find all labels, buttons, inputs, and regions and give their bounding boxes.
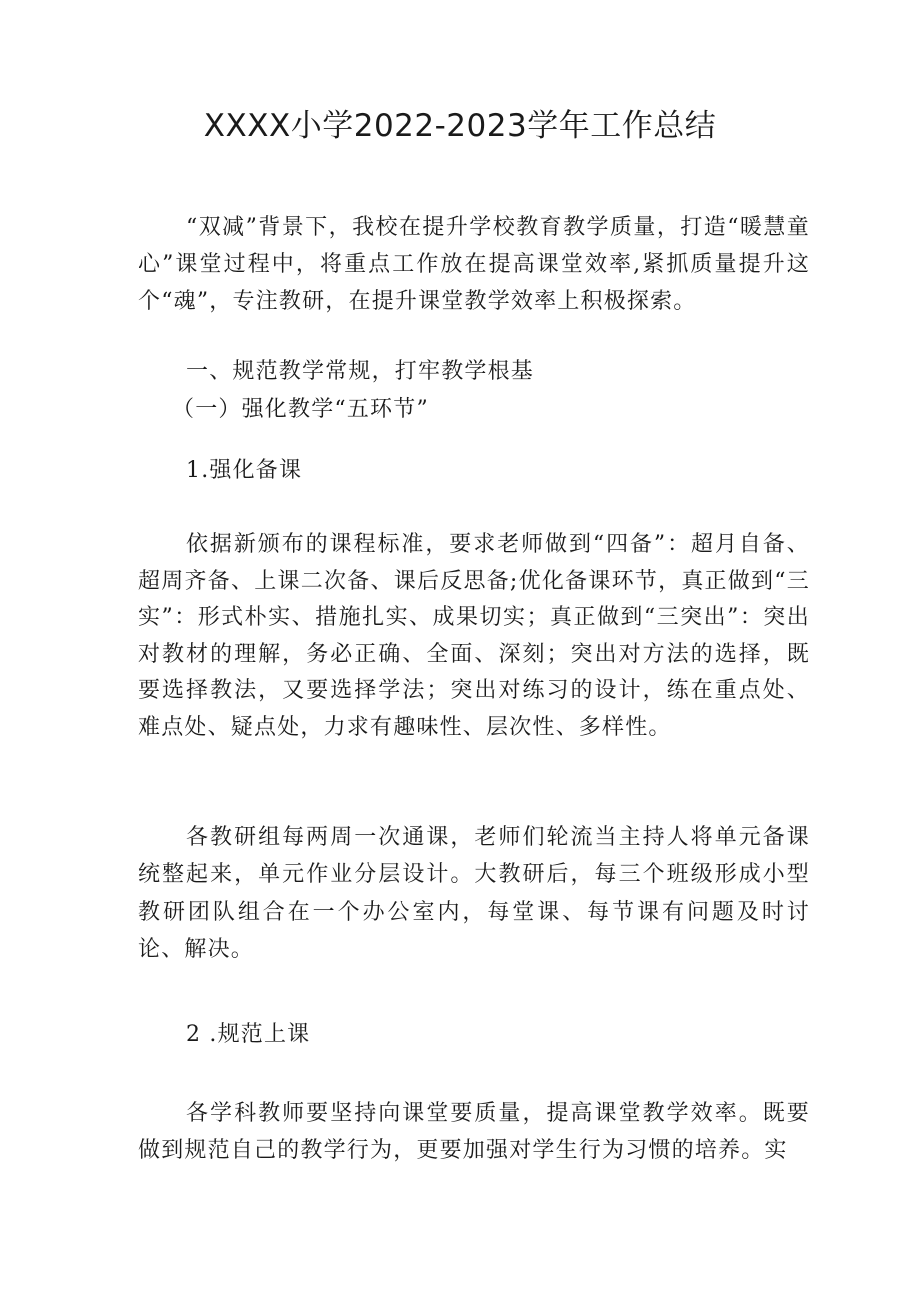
intro-paragraph: “双减”背景下，我校在提升学校教育教学质量，打造“暖慧童心”课堂过程中，将重点工作放在提高课堂效率,紧抓质量提升这个“魂”，专注教研，在提升课堂教学效率上积极探索。	[138, 215, 810, 314]
item-heading-lesson-prep: 1.强化备课	[186, 458, 303, 483]
standardize-class-paragraph: 各学科教师要坚持向课堂要质量，提高课堂教学效率。既要做到规范自己的教学行为，更要加强对学生行为习惯的培养。实	[138, 1101, 810, 1163]
document-title: XXXX小学2022-2023学年工作总结	[203, 108, 717, 144]
lesson-prep-paragraph: 依据新颁布的课程标准，要求老师做到“四备”：超月自备、超周齐备、上课二次备、课后反思备;优化备课环节，真正做到“三实”：形式朴实、措施扎实、成果切实；真正做到“三突出”：突出对教材的理解，务必正确、全面、深刻；突出对方法的选择，既要选择教法，又要选择学法；突出对练习的设计，练在重点处、难点处、疑点处，力求有趣味性、层次性、多样性。	[138, 532, 810, 740]
subsection-heading: （一）强化教学“五环节”	[172, 397, 429, 422]
section-heading: 一、规范教学常规，打牢教学根基	[186, 359, 535, 384]
item-heading-standardize-class: 2 .规范上课	[186, 1022, 311, 1047]
teaching-research-paragraph: 各教研组每两周一次通课，老师们轮流当主持人将单元备课统整起来，单元作业分层设计。大教研后，每三个班级形成小型教研团队组合在一个办公室内，每堂课、每节课有问题及时讨论、解决。	[138, 825, 810, 962]
